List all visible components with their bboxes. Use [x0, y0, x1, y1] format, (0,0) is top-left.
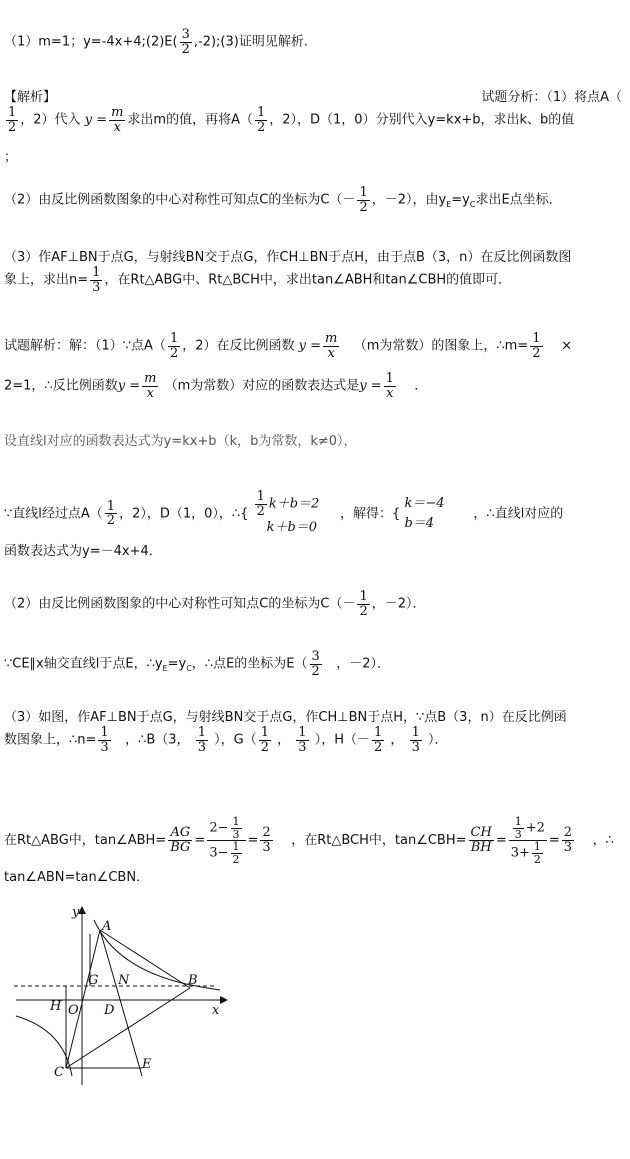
analysis-heading: 【解析】 — [4, 90, 57, 105]
analysis-intro: 试题分析：（1）将点A（ — [481, 90, 622, 105]
analysis-p2: （2）由反比例函数图象的中心对称性可知点C的坐标为C（－ $\frac{1}{2}$ ，－2），由$y_E=y_C$求出E点坐标． — [4, 185, 562, 215]
solution-s2: ∵直线l经过点A（ $\frac{1}{2}$ ，2），D（1，0），∴{ $\frac{1}{2}$ k＋b＝2 k＋b＝0 ，解得：{ k＝−4 b＝4 ，∴直线l对应的 — [4, 490, 563, 538]
label-e: E — [142, 1057, 152, 1072]
system-equation-1: $\frac{1}{2}$ k＋b＝2 k＋b＝0 — [256, 489, 320, 536]
line-ab — [100, 930, 190, 988]
label-d: D — [104, 1003, 115, 1018]
x-axis-arrow — [220, 996, 228, 1004]
label-h: H — [50, 999, 62, 1014]
analysis-p1: $\frac{1}{2}$ ，2）代入 y = $\frac{m}{x}$ 求出m的值，再将A（ $\frac{1}{2}$ ，2），D（1，0）分别代入y=kx+b，求出k、b的值 — [8, 105, 575, 135]
label-x: x — [212, 1003, 220, 1018]
solution-s1: 试题解析：解：（1）∵点A（ $\frac{1}{2}$ ，2）在反比例函数 y = $\frac{m}{x}$ （m为常数）的图象上，∴m= $\frac{1}{2}$ × — [4, 331, 572, 361]
solution-s4: ∵CE∥x轴交直线l于点E，$\therefore y_E=y_C$，∴点E的坐标为E（ $\frac{3}{2}$ ，－2）． — [4, 649, 390, 679]
analysis-p1-end: ； — [4, 150, 18, 165]
answer-text-2: ,-2);(3)证明见解析. — [193, 34, 308, 50]
label-y: y — [72, 905, 80, 920]
answer-text-1: （1）m=1；y=-4x+4;(2)E( — [4, 34, 178, 50]
analysis-p3b: 象上，求出n= $\frac{1}{3}$ ，在Rt△ABG中、Rt△BCH中，求出tan∠ABH和tan∠CBH的值即可． — [4, 265, 512, 295]
hyperbola-branch-1 — [94, 920, 220, 990]
solution-s2e: 函数表达式为y=－4x+4． — [4, 544, 162, 559]
solution-s6: 在Rt△ABG中，tan∠ABH= $\frac{AG}{BG}$ = 2− $\frac{1}{3}$ 3− $\frac{1}{2}$ = $\frac{2}{3}$ ，在Rt△BCH中，tan∠CBH= $\frac{CH}{BH}$ = $\frac{1}{3}$ +2 3+ $\frac{1}{2}$ = $\frac{2}{3}$ ，∴ — [4, 815, 614, 866]
solution-s3: （2）由反比例函数图象的中心对称性可知点C的坐标为C（－ $\frac{1}{2}$ ，－2）． — [4, 589, 426, 619]
solution-s7: tan∠ABN=tan∠CBN． — [4, 870, 150, 885]
answer-line — [4, 28, 308, 56]
line-ac — [66, 930, 100, 1068]
e-x-fraction: $\frac{3}{2}$ — [181, 27, 190, 57]
solution-s5a: （3）如图，作AF⊥BN于点G，与射线BN交于点G，作CH⊥BN于点H，∵点B（3，n）在反比例函 — [4, 710, 567, 725]
label-c: C — [54, 1065, 64, 1080]
system-equation-2: k＝−4 b＝4 — [404, 496, 445, 531]
solution-s1b: 2=1，∴反比例函数y = $\frac{m}{x}$ （m为常数）对应的函数表达式是y = $\frac{1}{x}$ ． — [4, 371, 428, 401]
label-g: G — [88, 973, 99, 988]
label-o: O — [68, 1003, 79, 1018]
garbled-line: 设直线l对应的函数表达式为y=kx+b（k，b为常数，k≠0）， — [4, 434, 357, 449]
label-b: B — [188, 973, 198, 988]
analysis-p3a: （3）作AF⊥BN于点G，与射线BN交于点G，作CH⊥BN于点H，由于点B（3，n）在反比例函数图 — [4, 250, 572, 265]
label-a: A — [102, 919, 112, 934]
geometry-figure — [6, 900, 236, 1100]
label-n: N — [118, 973, 130, 988]
solution-s5b: 数图象上，∴n= $\frac{1}{3}$ ，∴B（3， $\frac{1}{3}$ ），G（ $\frac{1}{2}$ ， $\frac{1}{3}$ ），H（－ $\frac{1}{2}$ ， $\frac{1}{3}$ ）． — [4, 725, 448, 755]
